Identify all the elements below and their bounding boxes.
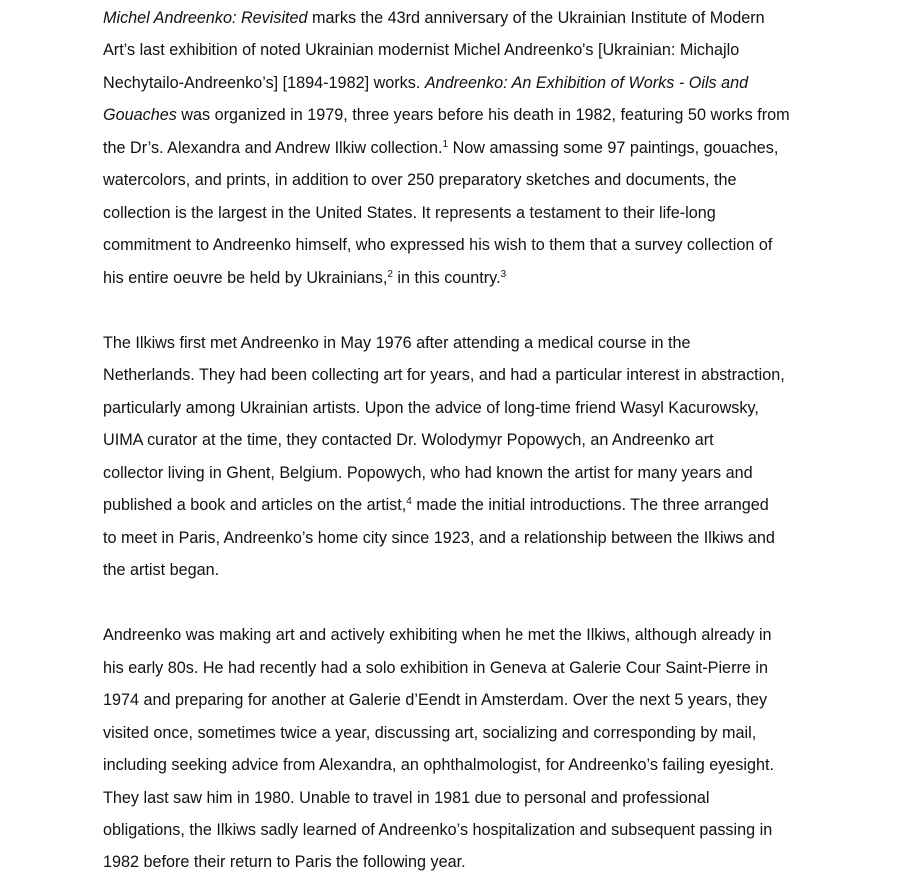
footnote-marker[interactable]: 2 xyxy=(387,269,393,280)
text-line: visited once, sometimes twice a year, discussing art, socializing and corresponding by mail, xyxy=(103,724,757,742)
text-line: The Ilkiws first met Andreenko in May 1976 after attending a medical course in the xyxy=(103,334,691,352)
text-line: Michel Andreenko: Revisited marks the 43rd anniversary of the Ukrainian Institute of Modern xyxy=(103,9,765,27)
footnote-marker[interactable]: 4 xyxy=(406,496,412,507)
text-line: Netherlands. They had been collecting art for years, and had a particular interest in abstraction, xyxy=(103,366,785,384)
text-line: including seeking advice from Alexandra, an ophthalmologist, for Andreenko’s failing eyesight. xyxy=(103,756,774,774)
text-line: the Dr’s. Alexandra and Andrew Ilkiw collection.$^1$ Now amassing some 97 paintings, gouaches, xyxy=(103,139,779,157)
text-line: Andreenko was making art and actively exhibiting when he met the Ilkiws, although already in xyxy=(103,626,772,644)
italic-title: Andreenko: An Exhibition of Works - Oils and xyxy=(424,74,749,92)
text-line: the artist began. xyxy=(103,561,220,579)
text-line: his entire oeuvre be held by Ukrainians,$^2$ in this country.$^3$ xyxy=(103,269,507,287)
text-line: to meet in Paris, Andreenko’s home city since 1923, and a relationship between the Ilkiws and xyxy=(103,529,775,547)
text-line: They last saw him in 1980. Unable to travel in 1981 due to personal and professional xyxy=(103,789,710,807)
italic-title: Gouaches xyxy=(103,106,177,124)
text-line: obligations, the Ilkiws sadly learned of Andreenko’s hospitalization and subsequent passing in xyxy=(103,821,773,839)
text-line: UIMA curator at the time, they contacted Dr. Wolodymyr Popowych, an Andreenko art xyxy=(103,431,714,449)
text-line: particularly among Ukrainian artists. Upon the advice of long-time friend Wasyl Kacurowsky, xyxy=(103,399,759,417)
footnote-marker[interactable]: 3 xyxy=(500,269,507,280)
text-line: commitment to Andreenko himself, who expressed his wish to them that a survey collection of xyxy=(103,236,773,254)
text-line: 1974 and preparing for another at Galerie d’Eendt in Amsterdam. Over the next 5 years, they xyxy=(103,691,768,709)
text-line: his early 80s. He had recently had a solo exhibition in Geneva at Galerie Cour Saint-Pierre in xyxy=(103,659,768,677)
text-line: 1982 before their return to Paris the following year. xyxy=(103,853,466,871)
text-line: Art’s last exhibition of noted Ukrainian modernist Michel Andreenko's [Ukrainian: Michajlo xyxy=(103,41,740,59)
text-line: collector living in Ghent, Belgium. Popowych, who had known the artist for many years and xyxy=(103,464,753,482)
italic-title: Michel Andreenko: Revisited xyxy=(103,9,308,27)
text-line: Gouaches was organized in 1979, three years before his death in 1982, featuring 50 works from xyxy=(103,106,790,124)
text-line: collection is the largest in the United States. It represents a testament to their life-long xyxy=(103,204,716,222)
text-line: Nechytailo-Andreenko’s] [1894-1982] works. Andreenko: An Exhibition of Works - Oils and xyxy=(103,74,749,92)
text-line: published a book and articles on the artist,$^4$ made the initial introductions. The three arranged xyxy=(103,496,769,514)
footnote-marker[interactable]: 1 xyxy=(442,139,449,150)
text-line: watercolors, and prints, in addition to over 250 preparatory sketches and documents, the xyxy=(103,171,737,189)
